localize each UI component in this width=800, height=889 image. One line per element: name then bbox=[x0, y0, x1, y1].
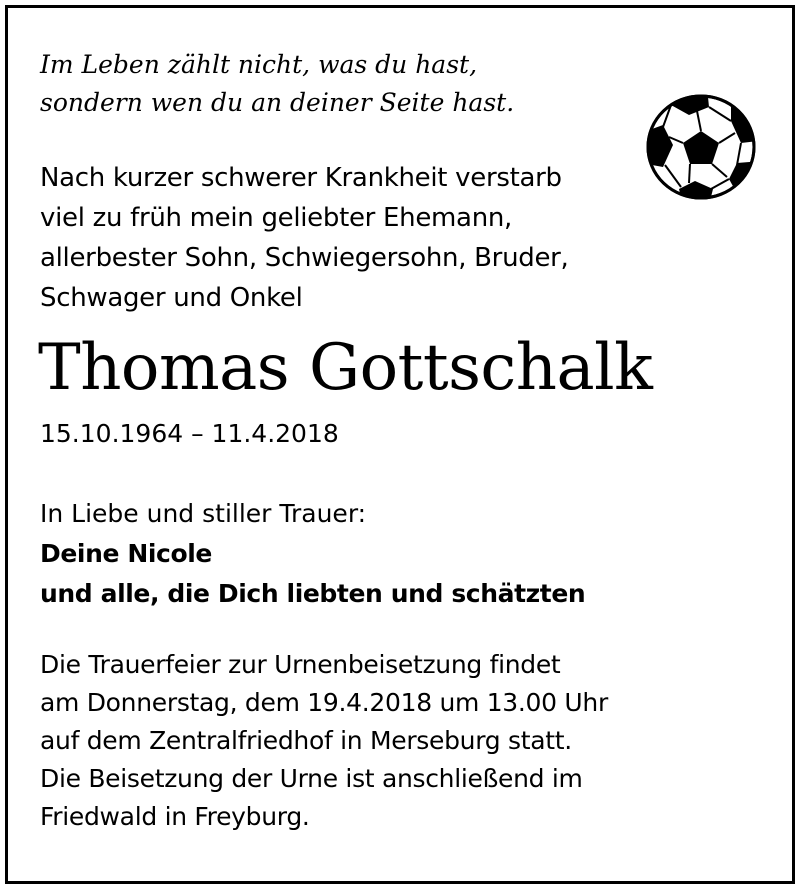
intro-line: Schwager und Onkel bbox=[40, 283, 303, 313]
intro-line: Nach kurzer schwerer Krankheit verstarb bbox=[40, 163, 562, 193]
mourner-others: und alle, die Dich liebten und schätzten bbox=[40, 579, 586, 608]
motto-line: Im Leben zählt nicht, was du hast, bbox=[40, 50, 478, 79]
mourner-spouse: Deine Nicole bbox=[40, 539, 212, 568]
life-dates: 15.10.1964 – 11.4.2018 bbox=[40, 419, 339, 448]
service-line: Die Beisetzung der Urne ist anschließend im bbox=[40, 764, 583, 793]
service-line: Friedwald in Freyburg. bbox=[40, 802, 310, 831]
service-line: Die Trauerfeier zur Urnenbeisetzung findet bbox=[40, 650, 561, 679]
motto-quote bbox=[40, 46, 514, 122]
service-info bbox=[40, 646, 608, 836]
mourning-block bbox=[40, 494, 585, 614]
soccer-ball-icon bbox=[645, 93, 757, 201]
intro-text bbox=[40, 158, 569, 318]
intro-line: viel zu früh mein geliebter Ehemann, bbox=[40, 203, 513, 233]
service-line: auf dem Zentralfriedhof in Merseburg statt. bbox=[40, 726, 572, 755]
deceased-name: Thomas Gottschalk bbox=[38, 331, 653, 405]
motto-line: sondern wen du an deiner Seite hast. bbox=[40, 88, 515, 117]
service-line: am Donnerstag, dem 19.4.2018 um 13.00 Uhr bbox=[40, 688, 608, 717]
intro-line: allerbester Sohn, Schwiegersohn, Bruder, bbox=[40, 243, 569, 273]
mourning-intro: In Liebe und stiller Trauer: bbox=[40, 499, 367, 528]
